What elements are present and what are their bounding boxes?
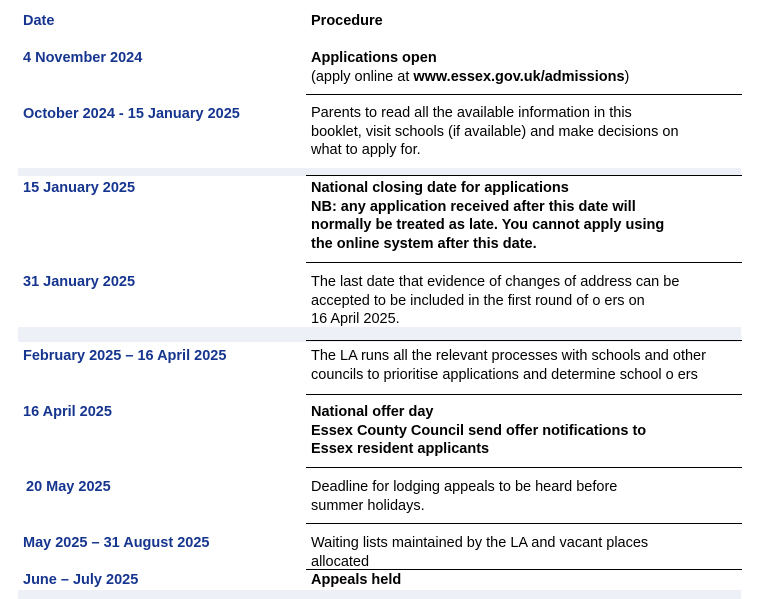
row-band (18, 590, 741, 599)
procedure-line: booklet, visit schools (if available) and make decisions on (311, 123, 679, 140)
procedure-line: accepted to be included in the first round of o ers on (311, 292, 645, 309)
row-procedure (311, 104, 751, 160)
procedure-line: councils to prioritise applications and determine school o ers (311, 366, 698, 383)
procedure-line: Waiting lists maintained by the LA and vacant places (311, 535, 649, 551)
row-procedure (311, 571, 751, 590)
row-divider (306, 523, 742, 524)
procedure-line: National closing date for applications (311, 180, 569, 196)
procedure-line: allocated (311, 553, 370, 570)
row-date: 4 November 2024 (23, 50, 143, 66)
procedure-line: Essex County Council send offer notifications to (311, 422, 647, 439)
procedure-line: normally be treated as late. You cannot apply using (311, 217, 665, 233)
row-date: 31 January 2025 (23, 274, 136, 290)
row-date: 16 April 2025 (23, 404, 112, 420)
row-date: 20 May 2025 (26, 479, 111, 495)
row-procedure (311, 179, 751, 253)
procedure-line: Essex resident applicants (311, 441, 490, 457)
procedure-line: Parents to read all the available information in this (311, 105, 632, 121)
row-date: February 2025 – 16 April 2025 (23, 348, 227, 364)
row-divider (306, 262, 742, 263)
procedure-line: National offer day (311, 404, 434, 420)
row-date: 15 January 2025 (23, 180, 136, 196)
procedure-line: Deadline for lodging appeals to be heard before (311, 479, 618, 495)
row-divider (306, 94, 742, 95)
procedure-line: what to apply for. (311, 142, 421, 158)
procedure-line: NB: any application received after this date will (311, 198, 636, 215)
row-procedure (311, 534, 751, 571)
row-divider (306, 175, 742, 176)
row-date: June – July 2025 (23, 572, 139, 588)
procedure-line: The last date that evidence of changes of address can be (311, 274, 680, 290)
procedure-line: the online system after this date. (311, 235, 537, 252)
row-procedure (311, 403, 751, 459)
column-header-procedure: Procedure (311, 13, 383, 29)
procedure-line: (apply online at www.essex.gov.uk/admissions) (311, 68, 630, 85)
row-procedure (311, 347, 751, 384)
row-divider (306, 340, 742, 341)
row-divider (306, 467, 742, 468)
row-procedure (311, 478, 751, 515)
admissions-link[interactable]: www.essex.gov.uk/admissions (413, 68, 625, 85)
procedure-line: Applications open (311, 50, 437, 66)
column-header-date: Date (23, 13, 55, 29)
row-date: May 2025 – 31 August 2025 (23, 535, 210, 551)
procedure-line: 16 April 2025. (311, 311, 400, 327)
procedure-line: The LA runs all the relevant processes with schools and other (311, 348, 706, 364)
row-divider (306, 569, 742, 570)
row-date: October 2024 - 15 January 2025 (23, 106, 240, 122)
procedure-line: Appeals held (311, 572, 402, 588)
row-procedure (311, 273, 751, 329)
row-divider (306, 394, 742, 395)
row-procedure (311, 49, 751, 86)
procedure-line: summer holidays. (311, 497, 425, 514)
